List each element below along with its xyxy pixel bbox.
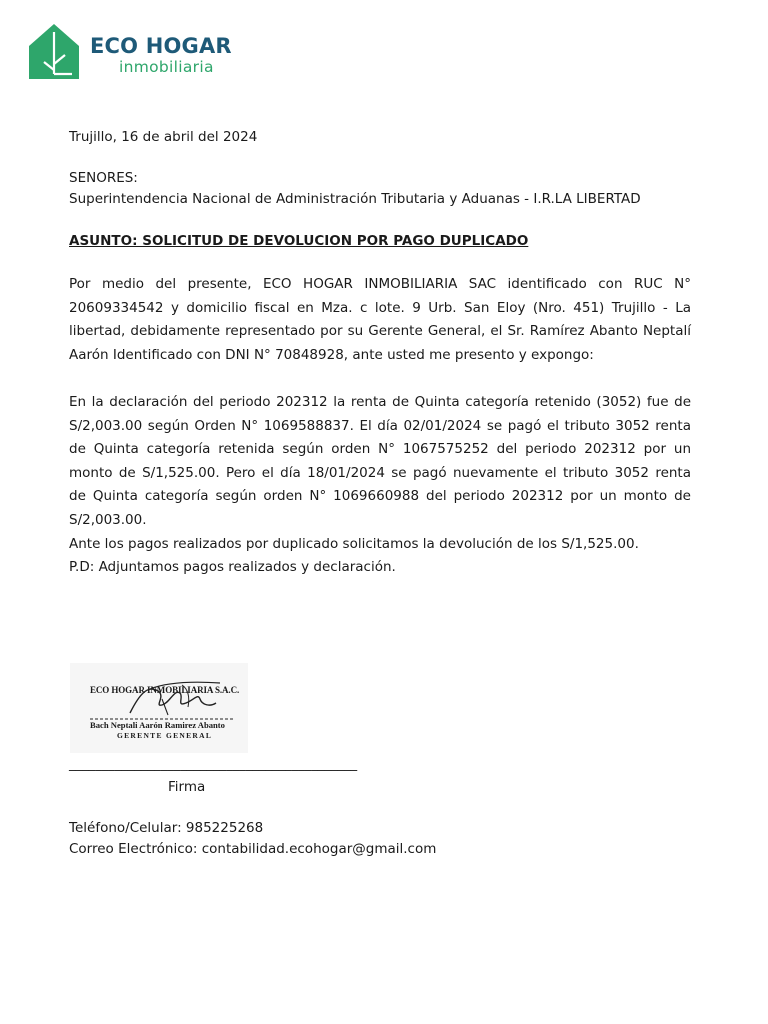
intro-line: Aarón Identificado con DNI N° 70848928, ante usted me presento y expongo:	[69, 346, 594, 363]
intro-paragraph	[69, 273, 691, 367]
recipient: Superintendencia Nacional de Administración Tributaria y Aduanas - I.R.LA LIBERTAD	[69, 191, 641, 207]
email-line: Correo Electrónico: contabilidad.ecohogar@gmail.com	[69, 841, 437, 857]
body-paragraph	[69, 391, 691, 580]
brand-name: ECO HOGAR	[90, 34, 232, 58]
salutation: SENORES:	[69, 170, 138, 186]
intro-line: 20609334542 y domicilio fiscal en Mza. c lote. 9 Urb. San Eloy (Nro. 451) Trujillo - La	[69, 299, 691, 316]
stamp-company: ECO HOGAR INMOBILIARIA S.A.C.	[90, 685, 240, 695]
body-line: S/2,003.00 según Orden N° 1069588837. El día 02/01/2024 se pagó el tributo 3052 renta	[69, 417, 691, 434]
brand-tagline: inmobiliaria	[119, 58, 214, 76]
company-logo	[27, 22, 267, 84]
stamp-role: GERENTE GENERAL	[117, 731, 213, 740]
signature-stamp	[70, 663, 248, 753]
signature-label: Firma	[168, 779, 206, 795]
body-line: monto de S/1,525.00. Pero el día 18/01/2024 se pagó nuevamente el tributo 3052 renta	[69, 464, 691, 481]
letter-date: Trujillo, 16 de abril del 2024	[69, 129, 258, 145]
subject-line: ASUNTO: SOLICITUD DE DEVOLUCION POR PAGO DUPLICADO	[69, 233, 529, 249]
postscript: P.D: Adjuntamos pagos realizados y declaración.	[69, 559, 396, 576]
intro-line: libertad, debidamente representado por su Gerente General, el Sr. Ramírez Abanto Neptalí	[69, 323, 691, 340]
stamp-name: Bach Neptali Aarón Ramirez Abanto	[90, 720, 225, 730]
body-line: de Quinta categoría retenida según orden N° 1067575252 del periodo 202312 por un	[69, 441, 691, 458]
intro-line: Por medio del presente, ECO HOGAR INMOBILIARIA SAC identificado con RUC N°	[69, 276, 691, 292]
body-line: de Quinta categoría según orden N° 1069660988 del periodo 202312 por un monto de	[69, 488, 691, 505]
request-line: Ante los pagos realizados por duplicado solicitamos la devolución de los S/1,525.00.	[69, 535, 639, 552]
body-line: En la declaración del periodo 202312 la renta de Quinta categoría retenido (3052) fue de	[69, 394, 691, 410]
body-line: S/2,003.00.	[69, 511, 147, 528]
house-leaf-icon	[27, 22, 81, 80]
signature-rule: ____________________________________________	[69, 757, 358, 772]
phone-line: Teléfono/Celular: 985225268	[69, 820, 264, 836]
